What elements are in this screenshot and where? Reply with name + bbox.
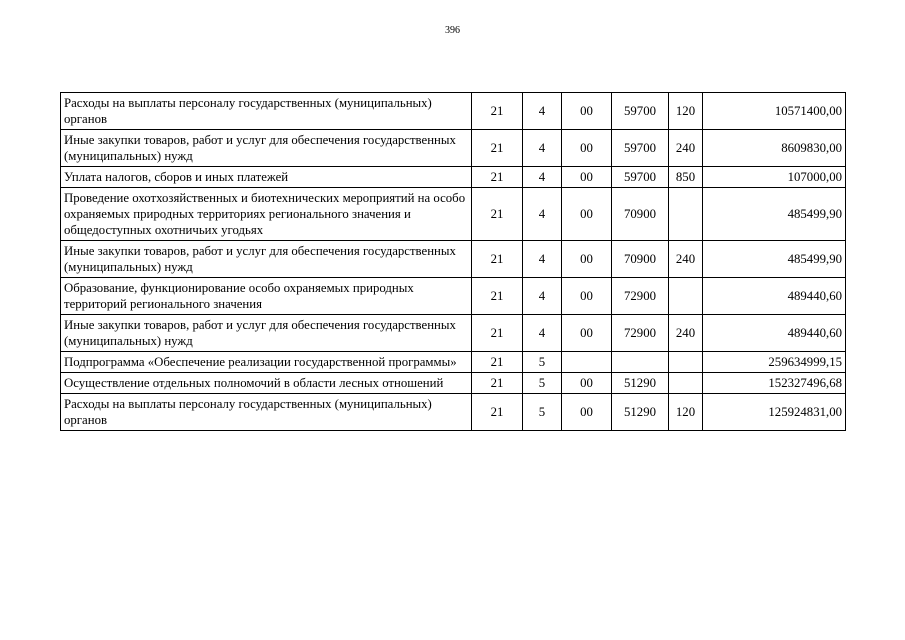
row-name: Осуществление отдельных полномочий в области лесных отношений xyxy=(61,373,472,394)
page-number: 396 xyxy=(445,25,460,36)
cell-code-5: 120 xyxy=(669,93,703,130)
cell-amount: 152327496,68 xyxy=(703,373,846,394)
cell-code-3: 00 xyxy=(562,93,612,130)
cell-code-1: 21 xyxy=(472,130,523,167)
row-name: Расходы на выплаты персоналу государственных (муниципальных) органов xyxy=(61,394,472,431)
cell-amount: 489440,60 xyxy=(703,315,846,352)
cell-code-5: 240 xyxy=(669,130,703,167)
cell-code-3: 00 xyxy=(562,241,612,278)
table-row xyxy=(61,352,846,373)
cell-code-1: 21 xyxy=(472,93,523,130)
cell-code-4: 51290 xyxy=(612,373,669,394)
row-name: Проведение охотхозяйственных и биотехнических мероприятий на особо охраняемых природных территориях регионального значения и общедоступных охотничьих угодьях xyxy=(61,188,472,241)
cell-code-4: 59700 xyxy=(612,167,669,188)
cell-code-5: 850 xyxy=(669,167,703,188)
cell-code-1: 21 xyxy=(472,188,523,241)
cell-code-3: 00 xyxy=(562,278,612,315)
cell-code-1: 21 xyxy=(472,241,523,278)
cell-amount: 107000,00 xyxy=(703,167,846,188)
table-row xyxy=(61,93,846,130)
cell-code-1: 21 xyxy=(472,394,523,431)
cell-code-3: 00 xyxy=(562,394,612,431)
cell-code-2: 4 xyxy=(523,241,562,278)
cell-code-3: 00 xyxy=(562,167,612,188)
cell-code-4 xyxy=(612,352,669,373)
cell-code-1: 21 xyxy=(472,315,523,352)
cell-code-5 xyxy=(669,373,703,394)
table-row xyxy=(61,394,846,431)
cell-code-1: 21 xyxy=(472,373,523,394)
cell-code-3: 00 xyxy=(562,373,612,394)
cell-code-2: 4 xyxy=(523,315,562,352)
cell-code-2: 4 xyxy=(523,188,562,241)
cell-code-3 xyxy=(562,352,612,373)
cell-amount: 259634999,15 xyxy=(703,352,846,373)
cell-code-2: 4 xyxy=(523,130,562,167)
cell-code-2: 5 xyxy=(523,373,562,394)
cell-amount: 10571400,00 xyxy=(703,93,846,130)
cell-code-4: 70900 xyxy=(612,241,669,278)
cell-code-5: 120 xyxy=(669,394,703,431)
cell-code-2: 5 xyxy=(523,394,562,431)
cell-code-4: 72900 xyxy=(612,315,669,352)
cell-code-2: 4 xyxy=(523,278,562,315)
cell-code-5 xyxy=(669,278,703,315)
cell-code-1: 21 xyxy=(472,167,523,188)
cell-code-4: 59700 xyxy=(612,93,669,130)
cell-code-4: 51290 xyxy=(612,394,669,431)
table-row xyxy=(61,130,846,167)
cell-code-5 xyxy=(669,188,703,241)
row-name: Иные закупки товаров, работ и услуг для обеспечения государственных (муниципальных) нужд xyxy=(61,130,472,167)
table-row xyxy=(61,167,846,188)
cell-code-5: 240 xyxy=(669,241,703,278)
row-name: Подпрограмма «Обеспечение реализации государственной программы» xyxy=(61,352,472,373)
row-name: Образование, функционирование особо охраняемых природных территорий регионального значения xyxy=(61,278,472,315)
cell-code-4: 72900 xyxy=(612,278,669,315)
cell-code-3: 00 xyxy=(562,188,612,241)
cell-code-3: 00 xyxy=(562,315,612,352)
cell-code-2: 5 xyxy=(523,352,562,373)
cell-code-2: 4 xyxy=(523,167,562,188)
cell-code-2: 4 xyxy=(523,93,562,130)
cell-amount: 489440,60 xyxy=(703,278,846,315)
cell-amount: 485499,90 xyxy=(703,188,846,241)
cell-amount: 125924831,00 xyxy=(703,394,846,431)
cell-code-1: 21 xyxy=(472,278,523,315)
cell-code-3: 00 xyxy=(562,130,612,167)
table-row xyxy=(61,278,846,315)
cell-code-5 xyxy=(669,352,703,373)
table-row xyxy=(61,315,846,352)
cell-code-4: 59700 xyxy=(612,130,669,167)
row-name: Уплата налогов, сборов и иных платежей xyxy=(61,167,472,188)
cell-amount: 8609830,00 xyxy=(703,130,846,167)
row-name: Иные закупки товаров, работ и услуг для обеспечения государственных (муниципальных) нужд xyxy=(61,315,472,352)
cell-code-1: 21 xyxy=(472,352,523,373)
row-name: Иные закупки товаров, работ и услуг для обеспечения государственных (муниципальных) нужд xyxy=(61,241,472,278)
table-row xyxy=(61,373,846,394)
table-row xyxy=(61,241,846,278)
table-row xyxy=(61,188,846,241)
cell-amount: 485499,90 xyxy=(703,241,846,278)
cell-code-5: 240 xyxy=(669,315,703,352)
cell-code-4: 70900 xyxy=(612,188,669,241)
row-name: Расходы на выплаты персоналу государственных (муниципальных) органов xyxy=(61,93,472,130)
budget-table xyxy=(60,92,846,431)
